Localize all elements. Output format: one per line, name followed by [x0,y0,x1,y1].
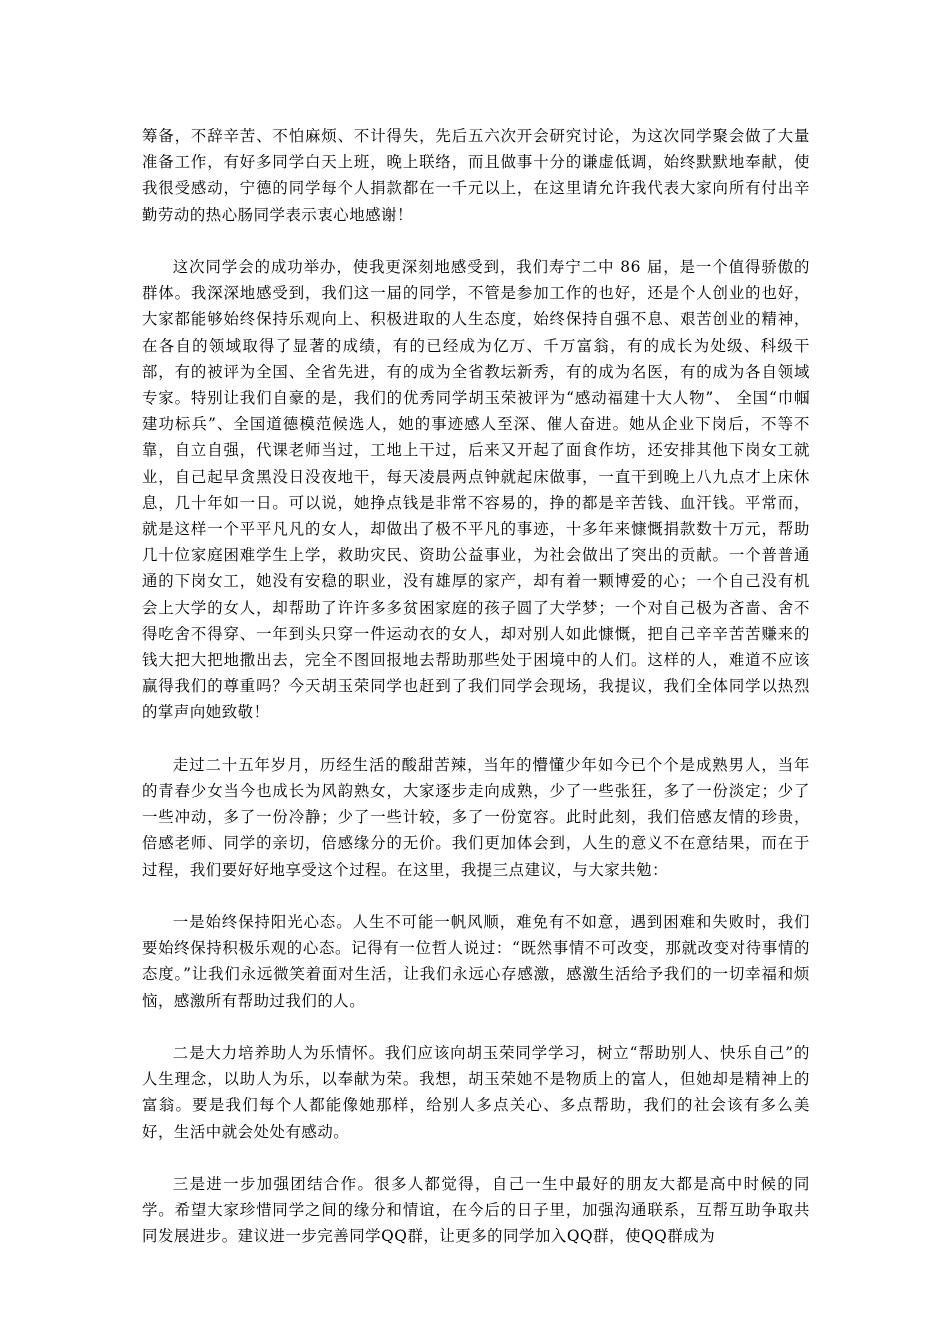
paragraph-3: 走过二十五年岁月，历经生活的酸甜苦辣，当年的懵懂少年如今已个个是成熟男人，当年的青春少女当今也成长为风韵熟女，大家逐步走向成熟，少了一些张狂，多了一份淡定；少了一些冲动，多了一份冷静；少了一些计较，多了一份宽容。此时此刻，我们倍感友情的珍贵，倍感老师、同学的亲切，倍感缘分的无价。我们更加体会到，人生的意义不在意结果，而在于过程，我们要好好地享受这个过程。在这里，我提三点建议，与大家共勉： [142,755,810,879]
paragraph-4: 一是始终保持阳光心态。人生不可能一帆风顺，难免有不如意，遇到困难和失败时，我们要始终保持积极乐观的心态。记得有一位哲人说过：“既然事情不可改变，那就改变对待事情的态度。”让我们永远微笑着面对生活，让我们永远心存感激，感激生活给予我们的一切幸福和烦恼，感激所有帮助过我们的人。 [142,913,810,1010]
paragraph-1: 筹备，不辞辛苦、不怕麻烦、不计得失，先后五六次开会研究讨论，为这次同学聚会做了大量准备工作，有好多同学白天上班，晚上联络，而且做事十分的谦虚低调，始终默默地奉献，使我很受感动，宁德的同学每个人捐款都在一千元以上，在这里请允许我代表大家向所有付出辛勤劳动的热心肠同学表示衷心地感谢！ [142,127,810,224]
paragraph-5: 二是大力培养助人为乐情怀。我们应该向胡玉荣同学学习，树立“帮助别人、快乐自己”的人生理念，以助人为乐，以奉献为荣。我想，胡玉荣她不是物质上的富人，但她却是精神上的富翁。要是我们每个人都能像她那样，给别人多点关心、多点帮助，我们的社会该有多么美好，生活中就会处处有感动。 [142,1044,810,1141]
body-text [142,123,810,1276]
paragraph-6: 三是进一步加强团结合作。很多人都觉得，自己一生中最好的朋友大都是高中时候的同学。希望大家珍惜同学之间的缘分和情谊，在今后的日子里，加强沟通联系，互帮互助争取共同发展进步。建议进一步完善同学QQ群，让更多的同学加入QQ群，使QQ群成为 [142,1175,810,1246]
paragraph-2: 这次同学会的成功举办，使我更深刻地感受到，我们寿宁二中 86 届，是一个值得骄傲的群体。我深深地感受到，我们这一届的同学，不管是参加工作的也好，还是个人创业的也好，大家都能够始终保持乐观向上、积极进取的人生态度，始终保持自强不息、艰苦创业的精神，在各自的领域取得了显著的成绩，有的已经成为亿万、千万富翁，有的成长为处级、科级干部，有的被评为全国、全省先进，有的成为全省教坛新秀，有的成为名医，有的成为各自领域专家。特别让我们自豪的是，我们的优秀同学胡玉荣被评为“感动福建十大人物”、 全国“巾帼建功标兵”、全国道德模范候选人，她的事迹感人至深、催人奋进。她从企业下岗后，不等不靠，自立自强，代课老师当过，工地上干过，后来又开起了面食作坊，还安排其他下岗女工就业，自己起早贪黑没日没夜地干，每天凌晨两点钟就起床做事，一直干到晚上八九点才上床休息，几十年如一日。可以说，她挣点钱是非常不容易的，挣的都是辛苦钱、血汗钱。平常而，就是这样一个平平凡凡的女人，却做出了极不平凡的事迹，十多年来慷慨捐款数十万元，帮助几十位家庭困难学生上学，救助灾民、资助公益事业，为社会做出了突出的贡献。一个普普通通的下岗女工，她没有安稳的职业，没有雄厚的家产，却有着一颗博爱的心；一个自己没有机会上大学的女人，却帮助了许许多多贫困家庭的孩子圆了大学梦；一个对自己极为吝啬、舍不得吃舍不得穿、一年到头只穿一件运动衣的女人，却对别人如此慷慨，把自己辛辛苦苦赚来的钱大把大把地撒出去，完全不图回报地去帮助那些处于困境中的人们。这样的人，难道不应该赢得我们的尊重吗？今天胡玉荣同学也赶到了我们同学会现场，我提议，我们全体同学以热烈的掌声向她致敬！ [142,258,810,722]
